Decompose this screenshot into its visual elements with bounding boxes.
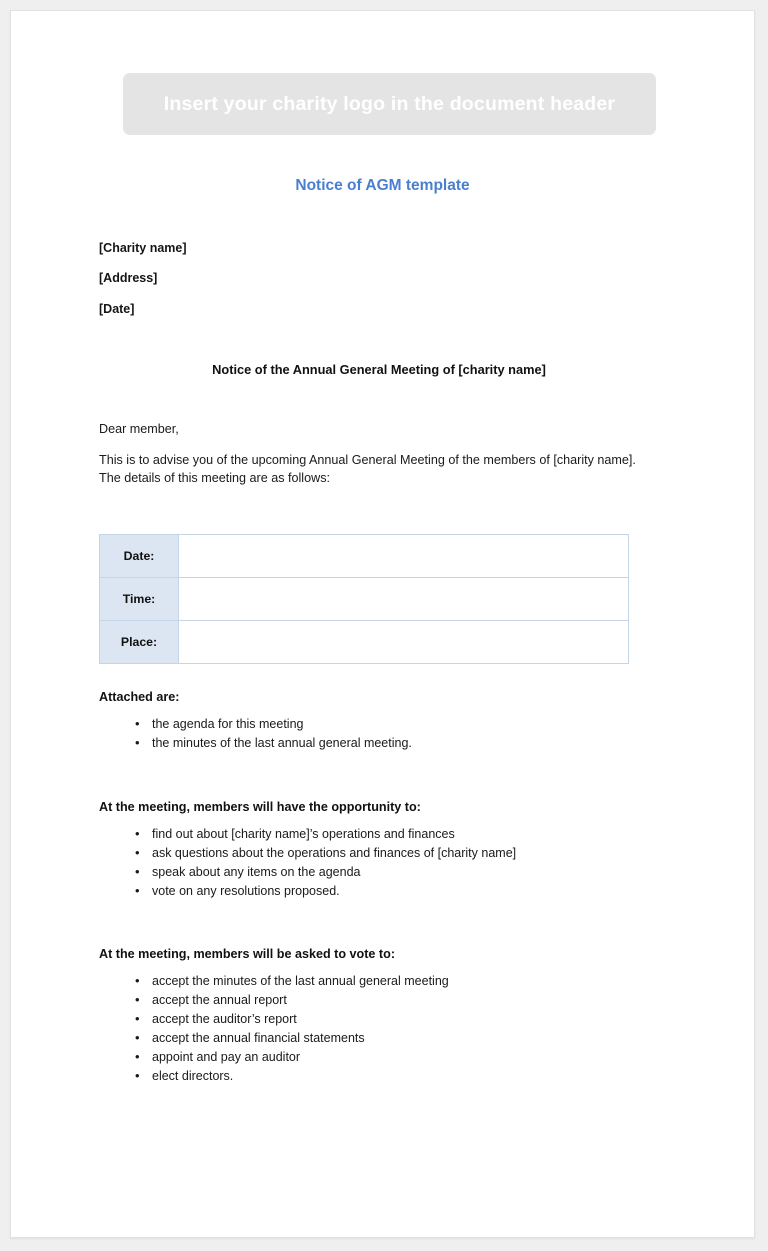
section-opportunity [99, 800, 659, 901]
table-row [100, 621, 629, 664]
list-item: • speak about any items on the agenda [99, 863, 659, 882]
address-line-address: [Address] [99, 271, 158, 286]
list-item: • elect directors. [99, 1067, 659, 1086]
charity-logo-placeholder[interactable] [123, 73, 656, 135]
list-item: • accept the auditor’s report [99, 1010, 659, 1029]
address-line-charity-name: [Charity name] [99, 241, 187, 255]
section-vote-list [99, 972, 659, 1086]
section-attached-list [99, 715, 659, 753]
list-item: • accept the annual financial statements [99, 1029, 659, 1048]
section-opportunity-heading: At the meeting, members will have the opportunity to: [99, 800, 421, 814]
list-item: • the agenda for this meeting [99, 715, 659, 734]
table-value-time[interactable] [179, 578, 629, 621]
section-vote [99, 947, 659, 1086]
intro-paragraph: This is to advise you of the upcoming Annual General Meeting of the members of [charity name]. The details of this meeting are as follows: [99, 453, 636, 485]
table-row [100, 578, 629, 621]
document-page [10, 10, 755, 1238]
list-item: • vote on any resolutions proposed. [99, 882, 659, 901]
section-opportunity-list [99, 825, 659, 901]
table-label-date: Date: [100, 535, 179, 578]
table-label-place: Place: [100, 621, 179, 664]
table-label-time: Time: [100, 578, 179, 621]
table-row [100, 535, 629, 578]
address-block [99, 242, 659, 333]
list-item: • appoint and pay an auditor [99, 1048, 659, 1067]
subject-title: Notice of the Annual General Meeting of [charity name] [212, 362, 546, 377]
list-item: • the minutes of the last annual general meeting. [99, 734, 659, 753]
page-title: Notice of AGM template [295, 177, 470, 194]
section-attached-heading: Attached are: [99, 690, 180, 704]
list-item: • accept the minutes of the last annual general meeting [99, 972, 659, 991]
address-line-date: [Date] [99, 301, 135, 316]
meeting-details-table [99, 534, 629, 664]
section-attached [99, 690, 659, 753]
salutation: Dear member, [99, 422, 179, 436]
list-item: • find out about [charity name]’s operations and finances [99, 825, 659, 844]
table-value-date[interactable] [179, 535, 629, 578]
table-value-place[interactable] [179, 621, 629, 664]
section-vote-heading: At the meeting, members will be asked to vote to: [99, 947, 396, 961]
charity-logo-placeholder-text: Insert your charity logo in the document header [163, 92, 616, 115]
document-body [11, 11, 754, 1237]
list-item: • ask questions about the operations and finances of [charity name] [99, 844, 659, 863]
list-item: • accept the annual report [99, 991, 659, 1010]
